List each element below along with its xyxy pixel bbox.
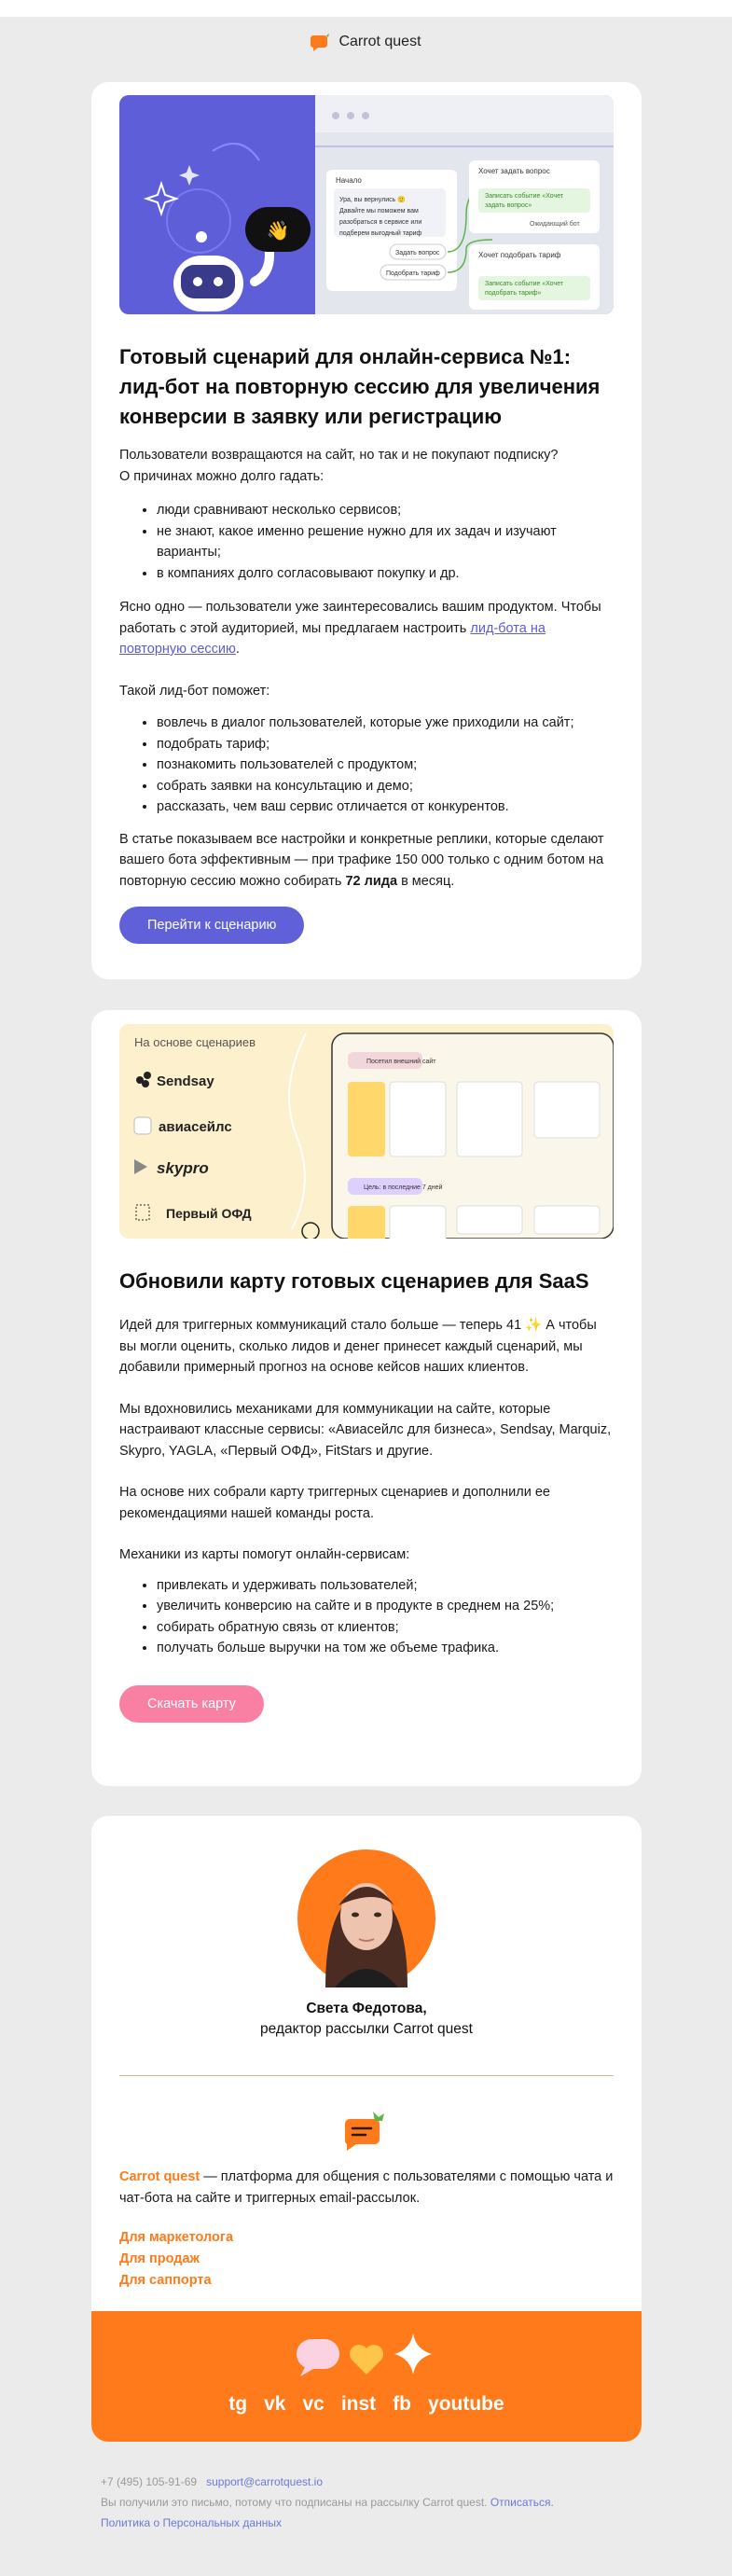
privacy-policy-link[interactable]: Политика о Персональных данных — [101, 2516, 282, 2529]
header-logo[interactable] — [0, 17, 732, 67]
list-item: • собрать заявки на консультацию и демо; — [157, 776, 614, 797]
map-title: Обновили карту готовых сценариев для SaaS — [119, 1269, 589, 1293]
brand-description — [119, 2167, 614, 2209]
paragraph-stats — [119, 829, 614, 893]
social-tg[interactable]: tg — [228, 2393, 248, 2415]
list-item: • люди сравнивают несколько сервисов; — [157, 500, 614, 521]
hero-option-tariff: Подобрать тариф — [386, 270, 440, 277]
list-item: • привлекать и удерживать пользователей; — [157, 1575, 614, 1597]
svg-text:Записать событие «Хочет: Записать событие «Хочет — [485, 193, 564, 200]
brand-link[interactable]: Carrot quest — [119, 2169, 200, 2184]
social-fb[interactable]: fb — [393, 2393, 412, 2415]
reasons-list — [119, 500, 614, 584]
stats-end: в месяц. — [397, 873, 455, 889]
hero-based-on: На основе сценариев — [134, 1035, 256, 1049]
brand-ofd: Первый ОФД — [166, 1206, 252, 1221]
svg-text:задать вопрос»: задать вопрос» — [485, 202, 532, 209]
footer-note: Вы получили это письмо, потому что подписаны на рассылку Carrot quest. — [101, 2496, 488, 2509]
list-item: • познакомить пользователей с продуктом; — [157, 755, 614, 776]
footer-phone: +7 (495) 105-91-69 — [101, 2475, 198, 2488]
social-inst[interactable]: inst — [340, 2393, 377, 2415]
brand-skypro: skypro — [157, 1159, 209, 1177]
author-avatar — [297, 1849, 435, 1987]
paragraph-text: Ясно одно — пользователи уже заинтересовались вашим продуктом. Чтобы работать с этой аудиторией, мы предлагаем настроить — [119, 600, 601, 636]
map-paragraph-3: На основе них собрали карту триггерных сценариев и дополнили ее рекомендациями нашей команды роста. — [119, 1485, 550, 1521]
hero-node-waiting: Ожидающий бот — [530, 221, 580, 228]
paragraph-interest — [119, 597, 614, 660]
robot-illustration — [119, 95, 614, 314]
legal-footer — [101, 2472, 642, 2533]
hero-image-leadbot — [119, 95, 614, 314]
unsubscribe-link[interactable]: Отписаться. — [490, 2496, 554, 2509]
stats-text: В статье показываем все настройки и конкретные реплики, которые сделают вашего бота эффективным — при трафике 150 000 только с одним ботом на повторную сессию можно собирать — [119, 831, 604, 889]
sparkle-icon — [394, 2334, 432, 2375]
list-item: • в компаниях долго согласовывают покупку и др. — [157, 563, 614, 585]
list-item: • подобрать тариф; — [157, 734, 614, 755]
svg-text:подберем выгодный тариф: подберем выгодный тариф — [339, 230, 422, 237]
hero-node-goal: Цель: в последние 7 дней — [364, 1184, 443, 1191]
svg-text:Ура, вы вернулись 🙂: Ура, вы вернулись 🙂 — [339, 197, 406, 203]
benefits-list — [119, 713, 614, 818]
author-role: редактор рассылки Carrot quest — [260, 2021, 473, 2037]
scenario-card — [91, 82, 642, 979]
link-sales[interactable]: Для продаж — [119, 2251, 200, 2266]
map-paragraph-1: Идей для триггерных коммуникаций стало больше — теперь 41 ✨ А чтобы вы могли оценить, сколько лидов и денег принесет каждый сценарий, мы добавили примерный прогноз на основе кейсов наших клиентов. — [119, 1318, 597, 1375]
list-item: • получать больше выручки на том же объеме трафика. — [157, 1638, 614, 1659]
social-links — [91, 2393, 642, 2416]
go-to-scenario-button[interactable]: Перейти к сценарию — [119, 907, 304, 944]
carrot-logo-icon — [311, 32, 331, 52]
list-item: • рассказать, чем ваш сервис отличается от конкурентов. — [157, 796, 614, 818]
list-item: • увеличить конверсию на сайте и в продукте в среднем на 25%; — [157, 1596, 614, 1617]
top-bar — [0, 0, 732, 17]
hero-option-ask: Задать вопрос — [395, 250, 440, 256]
stats-leads: 72 лида — [345, 873, 398, 889]
map-paragraph-4: Механики из карты помогут онлайн-сервисам: — [119, 1547, 410, 1562]
hero-node-visited: Посетил внешний сайт — [366, 1059, 436, 1065]
svg-text:подобрать тариф»: подобрать тариф» — [485, 290, 542, 297]
chat-bubble-icon — [297, 2339, 339, 2376]
intro-line-2: О причинах можно долго гадать: — [119, 468, 325, 484]
hero-window-label: Начало — [336, 176, 362, 185]
paragraph-end: . — [235, 642, 240, 657]
social-vk[interactable]: vk — [264, 2393, 286, 2415]
link-marketer[interactable]: Для маркетолога — [119, 2230, 234, 2245]
carrot-chat-icon — [341, 2108, 392, 2151]
link-support[interactable]: Для саппорта — [119, 2273, 212, 2288]
scenario-map-illustration — [119, 1024, 614, 1239]
map-benefits-list — [119, 1575, 614, 1659]
article-title: Готовый сценарий для онлайн-сервиса №1: лид-бот на повторную сессию для увеличения конверсии в заявку или регистрацию — [119, 345, 601, 428]
hero-node-tariff: Хочет подобрать тариф — [478, 251, 561, 259]
author-card — [91, 1816, 642, 2442]
leadbot-link[interactable]: лид-бота на повторную сессию — [119, 620, 546, 657]
map-card — [91, 1010, 642, 1786]
brand-sendsay: Sendsay — [157, 1073, 214, 1089]
paragraph-helps: Такой лид-бот поможет: — [119, 683, 270, 699]
svg-text:Давайте мы поможем вам: Давайте мы поможем вам — [339, 208, 419, 215]
footer-email-link[interactable]: support@carrotquest.io — [206, 2475, 324, 2488]
social-vc[interactable]: vc — [302, 2393, 325, 2415]
hero-image-map — [119, 1024, 614, 1239]
hero-node-ask: Хочет задать вопрос — [478, 167, 550, 175]
audience-links — [119, 2227, 614, 2292]
list-item: • вовлечь в диалог пользователей, которые уже приходили на сайт; — [157, 713, 614, 734]
map-paragraph-2: Мы вдохновились механиками для коммуникации на сайте, которые настраивают классные сервисы: «Авиасейлс для бизнеса», Sendsay, Marquiz, Skypro, YAGLA, «Первый ОФД», FitStars и другие. — [119, 1401, 612, 1459]
brand-text: — платформа для общения с пользователями с помощью чата и чат-бота на сайте и триггерных email-рассылок. — [119, 2169, 614, 2206]
social-youtube[interactable]: youtube — [428, 2393, 504, 2415]
list-item: • собирать обратную связь от клиентов; — [157, 1617, 614, 1639]
svg-text:Записать событие «Хочет: Записать событие «Хочет — [485, 281, 564, 287]
social-footer-band — [91, 2311, 642, 2442]
intro-line-1: Пользователи возвращаются на сайт, но так и не покупают подписку? — [119, 448, 559, 463]
brand-name: Carrot quest — [338, 34, 421, 49]
decor-icons — [297, 2334, 436, 2380]
heart-icon — [350, 2345, 383, 2375]
list-item: • не знают, какое именно решение нужно для их задач и изучают варианты; — [157, 521, 614, 563]
author-name: Света Федотова, — [306, 2001, 427, 2016]
divider — [119, 2075, 614, 2076]
svg-text:разобраться в сервисе или: разобраться в сервисе или — [339, 219, 422, 226]
download-map-button[interactable]: Скачать карту — [119, 1685, 264, 1723]
brand-aviasales: авиасейлс — [159, 1119, 232, 1135]
svg-text:👋: 👋 — [266, 221, 290, 242]
